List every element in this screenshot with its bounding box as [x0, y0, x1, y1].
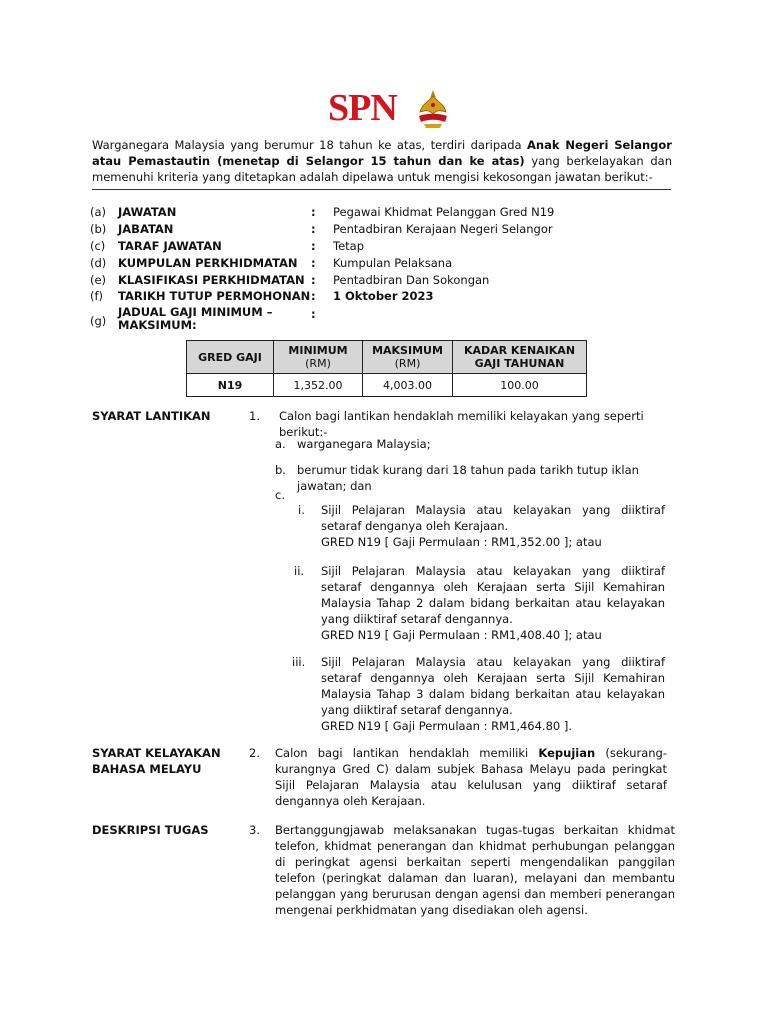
- item-c-iii-label: iii.: [292, 655, 306, 669]
- item-c-label: c.: [275, 488, 285, 502]
- info-row-kumpulan: (d) KUMPULAN PERKHIDMATAN : Kumpulan Pelaksana: [90, 256, 453, 270]
- section-number-3: 3.: [249, 823, 260, 837]
- selangor-crest-icon: [416, 88, 450, 132]
- cell-maksimum: 4,003.00: [363, 374, 453, 397]
- syarat-lantikan-intro: Calon bagi lantikan hendaklah memiliki kelayakan yang seperti berikut:-: [279, 409, 644, 439]
- table-row: [187, 374, 587, 397]
- section-number-2: 2.: [249, 746, 260, 760]
- heading-syarat-bahasa: SYARAT KELAYAKAN BAHASA MELAYU: [92, 746, 221, 776]
- header-maksimum: MAKSIMUM (RM): [363, 341, 453, 374]
- item-c-iii-text: Sijil Pelajaran Malaysia atau kelayakan yang diiktiraf setaraf dengannya oleh Kerajaan serta Sijil Kemahiran Malaysia Tahap 3 dalam bidang berkaitan atau kelayakan yang diiktiraf setaraf dengannya. GRED N19 [ Gaji Permulaan : RM1,464.80 ].: [321, 655, 665, 733]
- item-a-label: a.: [275, 437, 286, 451]
- item-b-label: b.: [275, 463, 286, 477]
- item-c-i-text: Sijil Pelajaran Malaysia atau kelayakan yang diiktiraf setaraf denganya oleh Kerajaan. GRED N19 [ Gaji Permulaan : RM1,352.00 ]; atau: [321, 503, 665, 549]
- info-row-jadual-gaji: (g) JADUAL GAJI MINIMUM – MAKSIMUM: :: [90, 305, 316, 332]
- info-row-jawatan: (a) JAWATAN : Pegawai Khidmat Pelanggan Gred N19: [90, 205, 555, 219]
- salary-table: [186, 340, 587, 397]
- header-kadar-kenaikan: KADAR KENAIKAN GAJI TAHUNAN: [453, 341, 587, 374]
- spn-logo: [328, 88, 450, 132]
- heading-deskripsi-tugas: DESKRIPSI TUGAS: [92, 823, 209, 837]
- info-row-jabatan: (b) JABATAN : Pentadbiran Kerajaan Negeri Selangor: [90, 222, 553, 236]
- deskripsi-tugas-text: Bertanggungjawab melaksanakan tugas-tugas berkaitan khidmat telefon, khidmat penerangan dan khidmat perhubungan pelanggan di peringkat agensi berkaitan seperti mengendalikan panggilan telefon (peringkat dalaman dan luaran), melayani dan membantu pelanggan yang berurusan dengan agensi dan memberi penerangan mengenai perkhidmatan yang disediakan oleh agensi.: [275, 823, 675, 917]
- item-c-i-label: i.: [298, 503, 305, 517]
- cell-kadar: 100.00: [453, 374, 587, 397]
- info-row-tarikh-tutup: (f) TARIKH TUTUP PERMOHONAN : 1 Oktober 2023: [90, 289, 434, 303]
- heading-syarat-lantikan: SYARAT LANTIKAN: [92, 409, 211, 423]
- info-row-klasifikasi: (e) KLASIFIKASI PERKHIDMATAN : Pentadbiran Dan Sokongan: [90, 273, 490, 287]
- cell-minimum: 1,352.00: [274, 374, 363, 397]
- cell-gred: N19: [187, 374, 274, 397]
- header-minimum: MINIMUM (RM): [274, 341, 363, 374]
- item-c-ii-label: ii.: [294, 564, 305, 578]
- item-c-ii-text: Sijil Pelajaran Malaysia atau kelayakan yang diiktiraf setaraf dengannya oleh Kerajaan serta Sijil Kemahiran Malaysia Tahap 2 dalam bidang berkaitan atau kelayakan yang diiktiraf setaraf dengannya. GRED N19 [ Gaji Permulaan : RM1,408.40 ]; atau: [321, 564, 665, 642]
- logo-text: SPN: [328, 87, 397, 129]
- info-row-taraf-jawatan: (c) TARAF JAWATAN : Tetap: [90, 239, 365, 253]
- header-gred-gaji: GRED GAJI: [187, 341, 274, 374]
- section-number-1: 1.: [249, 409, 260, 423]
- item-a-text: warganegara Malaysia;: [297, 437, 431, 451]
- syarat-bahasa-text: Calon bagi lantikan hendaklah memiliki Kepujian (sekurang-kurangnya Gred C) dalam subjek Bahasa Melayu pada peringkat Sijil Pelajaran Malaysia atau kelulusan yang diiktiraf setaraf dengannya oleh Kerajaan.: [275, 746, 667, 808]
- intro-paragraph: Warganegara Malaysia yang berumur 18 tahun ke atas, terdiri daripada Anak Negeri Selangor atau Pemastautin (menetap di Selangor 15 tahun dan ke atas) yang berkelayakan dan memenuhi kriteria yang ditetapkan adalah dipelawa untuk mengisi kekosongan jawatan berikut:-: [92, 138, 672, 184]
- item-b-text: berumur tidak kurang dari 18 tahun pada tarikh tutup iklan jawatan; dan: [297, 463, 639, 493]
- divider-line: [92, 189, 671, 190]
- salary-table-header: [187, 341, 587, 374]
